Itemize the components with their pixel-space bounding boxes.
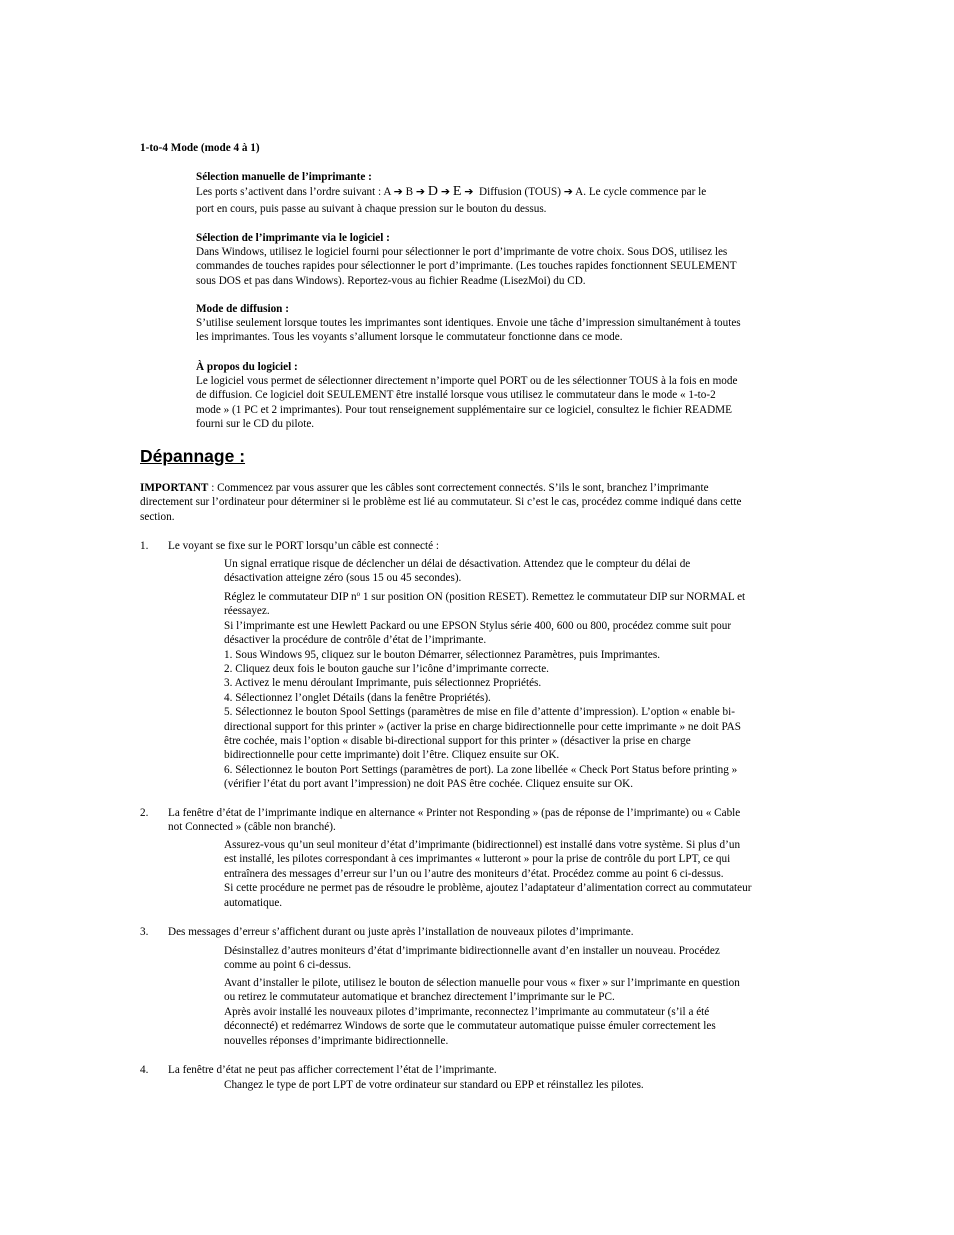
item-number: 2. xyxy=(140,807,149,819)
text-line: section. xyxy=(140,510,175,523)
text-line: (vérifier l’état du port avant l’impression) ne doit PAS être cochée. Cliquez ensuite sur OK. xyxy=(224,778,634,791)
text-line: S’utilise seulement lorsque toutes les imprimantes sont identiques. Envoie une tâche d’impression simultanément à toutes xyxy=(196,317,741,329)
text-line: désactivation atteigne zéro (sous 15 ou 45 secondes). xyxy=(224,572,462,585)
item3-para2 xyxy=(224,976,740,1048)
text-line: directional support for this printer » (activer la prise en charge bidirectionnelle pour cette imprimante » ne doit PAS xyxy=(224,720,741,733)
arrow-right-icon: ➔ xyxy=(393,185,403,198)
text-line: les imprimantes. Tous les voyants s’allument lorsque le commutateur fonctionne dans ce mode. xyxy=(196,331,623,344)
sequence-d: D xyxy=(427,184,439,199)
item1-title: Le voyant se fixe sur le PORT lorsqu’un câble est connecté : xyxy=(168,540,439,552)
text-line: comme au point 6 ci-dessus. xyxy=(224,959,352,972)
dip-line: Réglez le commutateur DIP $n^o$ 1 sur position ON (position RESET). Remettez le commutateur DIP sur NORMAL et xyxy=(224,590,746,603)
arrow-right-icon: ➔ xyxy=(464,185,474,198)
text-line: La fenêtre d’état de l’imprimante indique en alternance « Printer not Responding » (pas de réponse de l’imprimante) ou « Cable xyxy=(168,807,741,819)
arrow-right-icon: ➔ xyxy=(415,185,426,198)
text-line: Dans Windows, utilisez le logiciel fourni pour sélectionner le port d’imprimante de votre choix. Sous DOS, utilisez les xyxy=(196,246,728,258)
text-line: directement sur l’ordinateur pour déterminer si le problème est lié au commutateur. Si c’est le cas, procédez comme indiqué dans cette xyxy=(140,496,742,509)
text-line: Le logiciel vous permet de sélectionner directement n’importe quel PORT ou de les sélectionner TOUS à la fois en mode xyxy=(196,375,738,387)
broadcast-mode-text xyxy=(196,316,741,345)
sequence-e: E xyxy=(452,184,462,199)
about-software-text xyxy=(196,374,737,432)
important-label: IMPORTANT xyxy=(140,482,209,494)
text-line: 2. Cliquez deux fois le bouton gauche sur l’icône d’imprimante correcte. xyxy=(224,663,549,676)
software-selection-text xyxy=(196,245,737,288)
important-note xyxy=(140,481,741,524)
sequence-diffusion: Diffusion (TOUS) xyxy=(479,186,561,198)
text-line: Si l’imprimante est une Hewlett Packard ou une EPSON Stylus série 400, 600 ou 800, procédez comme suit pour xyxy=(224,619,732,632)
text-line: 4. Sélectionnez l’onglet Détails (dans la fenêtre Propriétés). xyxy=(224,691,491,704)
text-line: est installé, les pilotes correspondant à ces imprimantes « lutteront » pour la prise de contrôle du port LPT, ce qui xyxy=(224,853,731,866)
text-line: not Connected » (câble non branché). xyxy=(168,821,336,834)
broadcast-mode-heading: Mode de diffusion : xyxy=(196,303,289,315)
port-sequence-line xyxy=(196,185,706,199)
text-line: fourni sur le CD du pilote. xyxy=(196,418,315,431)
text-line: mode » (1 PC et 2 imprimantes). Pour tout renseignement supplémentaire sur ce logiciel, consultez le fichier README xyxy=(196,403,732,416)
sequence-lead: Les ports s’activent dans l’ordre suivant : A xyxy=(196,186,391,198)
arrow-right-icon: ➔ xyxy=(440,185,451,198)
text-line: sous DOS et pas dans Windows). Reportez-vous au fichier Readme (LisezMoi) du CD. xyxy=(196,274,586,287)
text-line: Assurez-vous qu’un seul moniteur d’état d’imprimante (bidirectionnel) est installé dans votre système. Si plus d’un xyxy=(224,839,741,851)
manual-selection-line2: port en cours, puis passe au suivant à chaque pression sur le bouton du dessus. xyxy=(196,203,547,215)
text-line: désactiver la procédure de contrôle d’état de l’imprimante. xyxy=(224,634,487,647)
text-line: Un signal erratique risque de déclencher un délai de désactivation. Attendez que le compteur du délai de xyxy=(224,558,691,570)
arrow-right-icon: ➔ xyxy=(563,185,573,198)
manual-selection-heading: Sélection manuelle de l’imprimante : xyxy=(196,171,372,183)
item4-title: La fenêtre d’état ne peut pas afficher correctement l’état de l’imprimante. xyxy=(168,1064,497,1076)
text-line: de diffusion. Ce logiciel doit SEULEMENT être installé lorsque vous utilisez le commutateur dans le mode « 1-to-2 xyxy=(196,389,716,402)
text-line: réessayez. xyxy=(224,605,270,618)
item3-title: Des messages d’erreur s’affichent durant ou juste après l’installation de nouveaux pilotes d’imprimante. xyxy=(168,926,634,938)
mode-heading: 1-to-4 Mode (mode 4 à 1) xyxy=(140,142,260,154)
text-line: commandes de touches rapides pour sélectionner le port d’imprimante. (Les touches rapides fonctionnent SEULEMENT xyxy=(196,260,737,273)
text-line: Désinstallez d’autres moniteurs d’état d’imprimante bidirectionnelle avant d’en installer un nouveau. Procédez xyxy=(224,945,720,957)
item1-para1 xyxy=(224,557,690,586)
item2-text xyxy=(224,838,751,910)
text-line: entraînera des messages d’erreur sur l’un ou l’autre des moniteurs d’état. Procédez comme au point 6 ci-dessus. xyxy=(224,867,724,880)
item-number: 3. xyxy=(140,926,149,938)
text-line: nouvelles réponses d’imprimante bidirectionnelle. xyxy=(224,1034,449,1047)
text-line: 6. Sélectionnez le bouton Port Settings (paramètres de port). La zone libellée « Check Port Status before printing » xyxy=(224,763,738,776)
text-line: IMPORTANT : Commencez par vous assurer que les câbles sont correctement connectés. S’ils le sont, branchez l’imprimante xyxy=(140,482,709,494)
item-number: 4. xyxy=(140,1064,149,1076)
text-line: bidirectionnelle pour cette imprimante) doit l’être. Cliquez ensuite sur OK. xyxy=(224,749,560,762)
troubleshooting-title: Dépannage : xyxy=(140,446,246,466)
about-software-heading: À propos du logiciel : xyxy=(196,361,298,373)
text-line: Après avoir installé les nouveaux pilotes d’imprimante, reconnectez l’imprimante au commutateur (s’il a été xyxy=(224,1005,710,1018)
text-line: Si cette procédure ne permet pas de résoudre le problème, ajoutez l’adaptateur d’alimentation correct au commutateur xyxy=(224,882,752,895)
text-line: 3. Activez le menu déroulant Imprimante, puis sélectionnez Propriétés. xyxy=(224,677,542,690)
text-line: 1. Sous Windows 95, cliquez sur le bouton Démarrer, sélectionnez Paramètres, puis Imprimantes. xyxy=(224,648,661,661)
sequence-tail: A. Le cycle commence par le xyxy=(575,186,707,198)
text-line: être cochée, mais l’option « disable bi-directional support for this printer » (désactiver la prise en charge xyxy=(224,735,691,748)
text-line: Avant d’installer le pilote, utilisez le bouton de sélection manuelle pour vous « fixer » sur l’imprimante en question xyxy=(224,977,740,989)
item2-title xyxy=(168,806,740,835)
software-selection-heading: Sélection de l’imprimante via le logiciel : xyxy=(196,232,390,244)
text-line: déconnecté) et redémarrez Windows de sorte que le commutateur automatique puisse émuler correctement les xyxy=(224,1020,716,1033)
item4-text: Changez le type de port LPT de votre ordinateur sur standard ou EPP et réinstallez les pilotes. xyxy=(224,1079,644,1091)
text-line: automatique. xyxy=(224,896,283,909)
item3-para1 xyxy=(224,944,720,973)
text-line: ou retirez le commutateur automatique et branchez directement l’imprimante sur le PC. xyxy=(224,991,615,1004)
sequence-b: B xyxy=(405,186,414,198)
item-number: 1. xyxy=(140,540,149,552)
text-line: 5. Sélectionnez le bouton Spool Settings (paramètres de mise en file d’attente d’impression). L’option « enable bi- xyxy=(224,706,735,719)
item1-steps xyxy=(224,590,745,792)
